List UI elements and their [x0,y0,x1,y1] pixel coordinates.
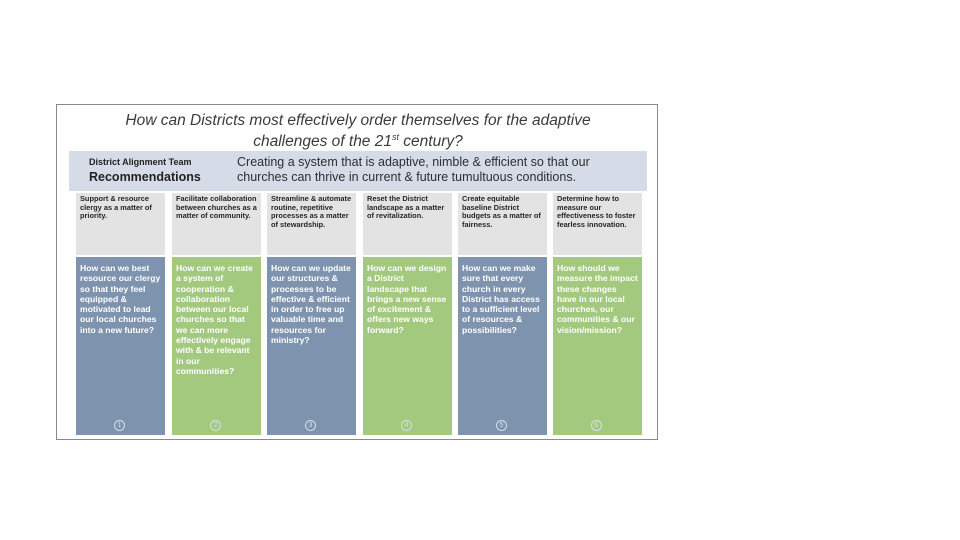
column-question-box [172,257,261,435]
recommendation-column-2 [172,193,261,433]
column-heading: Streamline & automate routine, repetitive processes as a matter of stewardship. [267,193,356,255]
column-question-box [553,257,642,435]
column-number: 5 [496,420,507,431]
column-heading: Determine how to measure our effectiveness to foster fearless innovation. [553,193,642,255]
column-question: How can we create a system of cooperation & collaboration between our local churches so that we can more effectively engage with & be relevant in our communities? [176,263,253,376]
question-line-2-prefix: challenges of the 21 [253,133,392,151]
recommendation-column-1 [76,193,165,433]
team-label: District Alignment Team [89,157,192,167]
column-heading: Create equitable baseline District budgets as a matter of fairness. [458,193,547,255]
recommendation-column-3 [267,193,356,433]
banner [69,151,647,191]
question-line-2-suffix: century? [399,133,463,151]
column-question: How can we best resource our clergy so that they feel equipped & motivated to lead our local churches into a new future? [80,263,161,335]
banner-text: Creating a system that is adaptive, nimble & efficient so that our churches can thrive in current & future tumultuous conditions. [237,155,590,184]
column-number: 6 [591,420,602,431]
slide-image [56,104,658,440]
column-question: How can we design a District landscape that brings a new sense of excitement & offers new ways forward? [367,263,447,335]
column-question: How should we measure the impact these changes have in our local churches, our communities & our vision/mission? [557,263,638,335]
question-line-1: How can Districts most effectively order themselves for the adaptive [125,112,591,129]
column-question-box [363,257,452,435]
recommendation-column-6 [553,193,642,433]
question-line-2-sup: st [391,132,399,142]
column-heading: Reset the District landscape as a matter of revitalization. [363,193,452,255]
column-number: 3 [305,420,316,431]
recommendations-label: Recommendations [89,170,201,184]
column-number: 1 [114,420,125,431]
column-question-box [458,257,547,435]
column-question: How can we make sure that every church in every District has access to a sufficient level of resources & possibilities? [462,263,540,335]
column-question-box [267,257,356,435]
column-question-box [76,257,165,435]
column-number: 4 [401,420,412,431]
slide-question [77,113,639,150]
recommendation-column-4 [363,193,452,433]
column-heading: Facilitate collaboration between churches as a matter of community. [172,193,261,255]
recommendation-column-5 [458,193,547,433]
column-heading: Support & resource clergy as a matter of priority. [76,193,165,255]
column-question: How can we update our structures & processes to be effective & efficient in order to free up valuable time and resources for ministry? [271,263,351,346]
column-number: 2 [210,420,221,431]
